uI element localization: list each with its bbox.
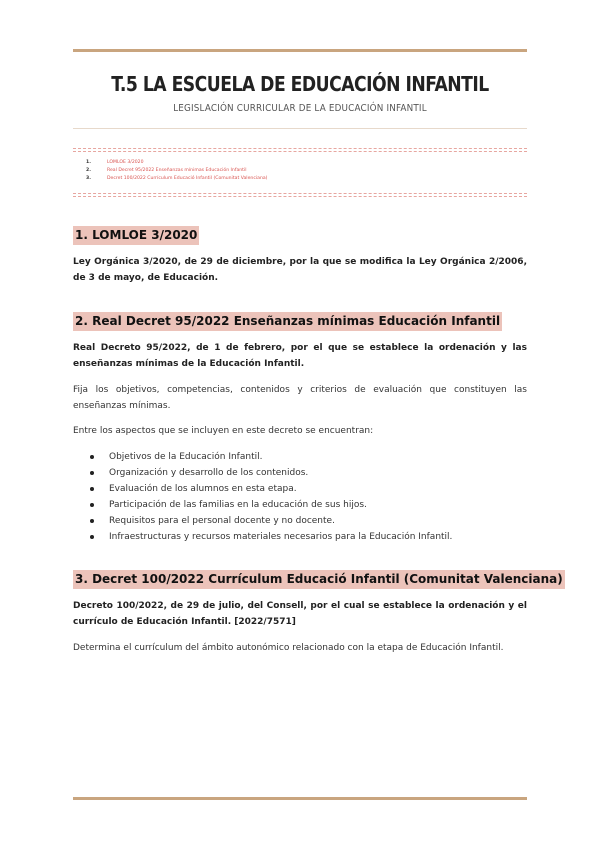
bullet-icon [90,455,94,459]
list-item: Requisitos para el personal docente y no docente. [73,513,527,529]
section-2-paragraph-1: Fija los objetivos, competencias, contenidos y criterios de evaluación que constituyen las enseñanzas mínimas. [73,385,527,411]
toc-item-label: Decret 100/2022 Currículum Educació Infantil (Comunitat Valenciana) [107,176,268,181]
table-of-contents [73,148,527,198]
page-subtitle: LEGISLACIÓN CURRICULAR DE LA EDUCACIÓN INFANTIL [173,103,427,114]
list-item: Evaluación de los alumnos en esta etapa. [73,481,527,497]
toc-bottom-dash [73,193,527,194]
bullet-icon [90,471,94,475]
section-heading-2: 2. Real Decret 95/2022 Enseñanzas mínimas Educación Infantil [73,312,502,331]
section-3-lead: Decreto 100/2022, de 29 de julio, del Consell, por el cual se establece la ordenación y el currículo de Educación Infantil. [2022/7571] [73,601,527,627]
section-2-lead: Real Decreto 95/2022, de 1 de febrero, por el que se establece la ordenación y las enseñanzas mínimas de la Educación Infantil. [73,343,527,369]
bottom-rule [73,797,527,800]
bullet-icon [90,519,94,523]
toc-item[interactable]: 2. Real Decret 95/2022 Enseñanzas mínimas Educación Infantil [86,168,247,173]
page-title: T.5 LA ESCUELA DE EDUCACIÓN INFANTIL [111,72,489,96]
toc-top-dash [73,148,527,149]
list-item: Objetivos de la Educación Infantil. [73,449,527,465]
bullet-icon [90,535,94,539]
bullet-icon [90,487,94,491]
section-3-paragraph-1: Determina el currículum del ámbito autonómico relacionado con la etapa de Educación Infantil. [73,643,504,653]
top-rule [73,49,527,52]
list-item: Organización y desarrollo de los contenidos. [73,465,527,481]
bullet-icon [90,503,94,507]
toc-item-label: LOMLOE 3/2020 [107,160,144,165]
toc-bottom-dash-2 [73,196,527,197]
toc-item[interactable]: 3. Decret 100/2022 Currículum Educació Infantil (Comunitat Valenciana) [86,176,268,181]
toc-top-dash-2 [73,151,527,152]
list-item: Infraestructuras y recursos materiales necesarios para la Educación Infantil. [73,529,527,545]
section-2-bullet-list [73,449,527,545]
section-heading-1: 1. LOMLOE 3/2020 [73,226,199,245]
header-divider [73,128,527,129]
section-heading-3: 3. Decret 100/2022 Currículum Educació Infantil (Comunitat Valenciana) [73,570,565,589]
toc-item[interactable]: 1. LOMLOE 3/2020 [86,160,144,165]
section-1-lead: Ley Orgánica 3/2020, de 29 de diciembre, por la que se modifica la Ley Orgánica 2/2006, de 3 de mayo, de Educación. [73,257,527,283]
section-2-paragraph-2: Entre los aspectos que se incluyen en este decreto se encuentran: [73,426,374,436]
toc-list [73,159,527,183]
list-item: Participación de las familias en la educación de sus hijos. [73,497,527,513]
toc-item-label: Real Decret 95/2022 Enseñanzas mínimas Educación Infantil [107,168,247,173]
